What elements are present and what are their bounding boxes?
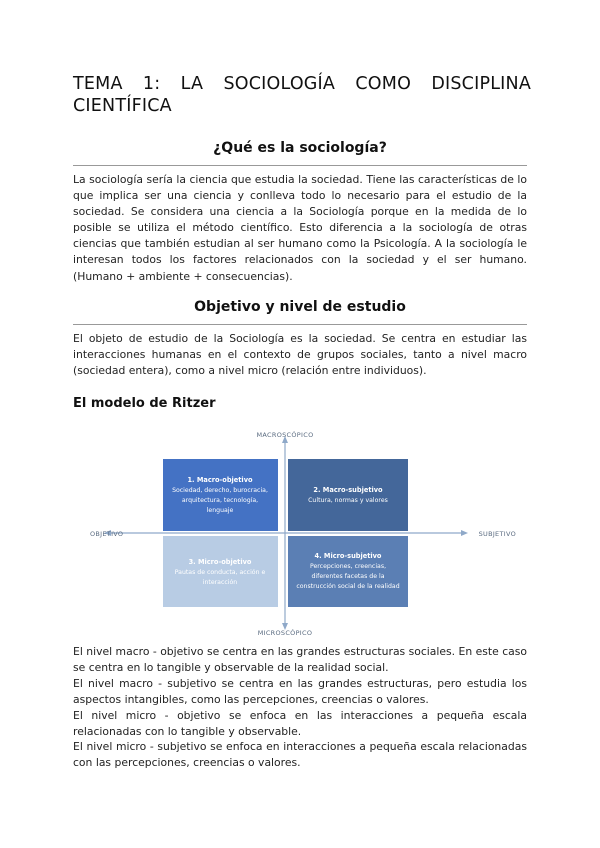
section-heading-ritzer: El modelo de Ritzer: [73, 396, 216, 411]
q3-line-1: Pautas de conducta, acción e: [174, 569, 266, 576]
q4-line-2: diferentes facetas de la: [311, 573, 385, 580]
document-title: [73, 73, 531, 117]
q1-line-3: lenguaje: [206, 507, 234, 514]
paragraph-macro-subjetivo: El nivel macro - subjetivo se centra en las grandes estructuras, pero estudia los aspectos intangibles, como las percepciones, creencias o valores.: [73, 677, 527, 707]
title-line-1: TEMA 1: LA SOCIOLOGÍA COMO DISCIPLINA: [73, 74, 531, 94]
axis-label-macroscopico: MACROSCÓPICO: [256, 431, 314, 439]
arrow-right-icon: [461, 530, 468, 536]
q1-line-1: Sociedad, derecho, burocracia,: [172, 487, 268, 494]
paragraph-macro-objetivo: El nivel macro - objetivo se centra en las grandes estructuras sociales. En este caso se centra en lo tangible y observable de la realidad social.: [73, 645, 527, 675]
q4-title: 4. Micro-subjetivo: [314, 552, 382, 560]
ritzer-model-diagram: [88, 428, 518, 638]
q4-line-1: Percepciones, creencias,: [309, 563, 387, 570]
q2-title: 2. Macro-subjetivo: [313, 486, 383, 494]
paragraph-que-es: La sociología sería la ciencia que estudia la sociedad. Tiene las características de lo que implica ser una ciencia y conlleva todo lo necesario para el estudio de la sociedad. Se considera una ciencia a la Sociología porque en la medida de lo posible se utiliza el método científico. Esto diferencia a la sociología de otras ciencias que también estudian al ser humano como la Psicología. A la sociología le interesan todos los factores relacionados con la sociedad y el ser humano. (Humano + ambiente + consecuencias).: [73, 173, 527, 283]
axis-label-subjetivo: SUBJETIVO: [478, 530, 516, 538]
quadrant-micro-subjetivo: [288, 536, 408, 607]
q1-line-2: arquitectura, tecnología,: [181, 497, 259, 504]
paragraph-micro-subjetivo: El nivel micro - subjetivo se enfoca en interacciones a pequeña escala relacionadas con las percepciones, creencias o valores.: [73, 740, 527, 770]
paragraph-micro-objetivo: El nivel micro - objetivo se enfoca en las interacciones a pequeña escala relacionadas con lo tangible y observable.: [73, 709, 527, 739]
axis-label-objetivo: OBJETIVO: [90, 530, 124, 538]
quadrant-macro-subjetivo: [288, 459, 408, 531]
q3-line-2: interacción: [202, 579, 238, 586]
axis-label-microscopico: MICROSCÓPICO: [257, 629, 313, 637]
section-heading-que-es: ¿Qué es la sociología?: [213, 140, 387, 156]
q3-title: 3. Micro-objetivo: [188, 558, 252, 566]
quadrant-macro-objetivo: [163, 459, 278, 531]
q1-title: 1. Macro-objetivo: [187, 476, 253, 484]
q4-line-3: construcción social de la realidad: [296, 583, 400, 590]
section-divider: [73, 165, 527, 166]
section-heading-objetivo: Objetivo y nivel de estudio: [194, 299, 406, 315]
title-line-2: CIENTÍFICA: [73, 96, 172, 116]
section-divider: [73, 324, 527, 325]
paragraph-objetivo: El objeto de estudio de la Sociología es la sociedad. Se centra en estudiar las interacciones humanas en el contexto de grupos sociales, tanto a nivel macro (sociedad entera), como a nivel micro (relación entre individuos).: [73, 332, 527, 378]
q2-line-1: Cultura, normas y valores: [308, 497, 388, 504]
